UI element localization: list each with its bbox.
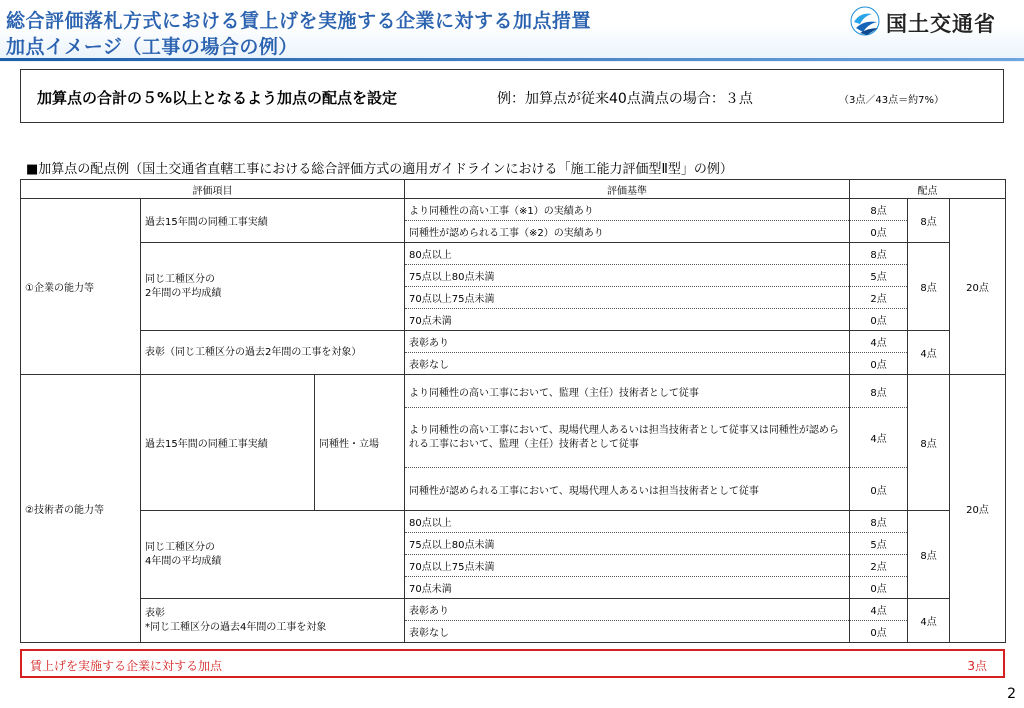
item-subtotal: 4点	[908, 599, 950, 643]
criteria-text: 70点以上75点未満	[405, 287, 850, 309]
criteria-points: 8点	[850, 243, 908, 265]
slide-title-line2: 加点イメージ（工事の場合の例）	[6, 36, 298, 58]
criteria-points: 4点	[850, 408, 908, 468]
criteria-points: 8点	[850, 375, 908, 408]
criteria-points: 5点	[850, 265, 908, 287]
item-label: 同じ工種区分の 2年間の平均成績	[141, 243, 405, 331]
criteria-points: 8点	[850, 511, 908, 533]
mlit-logo-text: 国土交通省	[886, 12, 996, 36]
criteria-text: 80点以上	[405, 243, 850, 265]
item-label: 表彰（同じ工種区分の過去2年間の工事を対象）	[141, 331, 405, 375]
summary-box	[20, 69, 1004, 123]
criteria-points: 8点	[850, 199, 908, 221]
category-total: 20点	[950, 199, 1006, 375]
criteria-text: 表彰あり	[405, 599, 850, 621]
scoring-table	[20, 179, 1006, 643]
criteria-text: 75点以上80点未満	[405, 533, 850, 555]
criteria-points: 0点	[850, 309, 908, 331]
wage-increase-bonus-label: 賃上げを実施する企業に対する加点	[30, 659, 223, 673]
item-sub-label: 同種性・立場	[315, 375, 405, 511]
item-label: 同じ工種区分の 4年間の平均成績	[141, 511, 405, 599]
table-row	[21, 375, 1006, 408]
mlit-logo-icon	[850, 6, 880, 36]
criteria-text: より同種性の高い工事において、監理（主任）技術者として従事	[405, 375, 850, 408]
criteria-points: 0点	[850, 353, 908, 375]
criteria-text: より同種性の高い工事において、現場代理人あるいは担当技術者として従事又は同種性が認められる工事において、監理（主任）技術者として従事	[405, 408, 850, 468]
wage-increase-bonus-box	[20, 649, 1005, 678]
criteria-text: 表彰なし	[405, 621, 850, 643]
header-divider	[0, 58, 1024, 61]
summary-main-text: 加算点の合計の５%以上となるよう加点の配点を設定	[37, 89, 398, 107]
table-row	[21, 199, 1006, 221]
criteria-text: 表彰あり	[405, 331, 850, 353]
criteria-text: 70点未満	[405, 577, 850, 599]
summary-example-text: 例：加算点が従来40点満点の場合：３点	[497, 91, 753, 107]
item-label: 過去15年間の同種工事実績	[141, 199, 405, 243]
criteria-text: 70点以上75点未満	[405, 555, 850, 577]
criteria-text: より同種性の高い工事（※1）の実績あり	[405, 199, 850, 221]
criteria-text: 同種性が認められる工事（※2）の実績あり	[405, 221, 850, 243]
header-item: 評価項目	[21, 180, 405, 199]
criteria-points: 0点	[850, 621, 908, 643]
table-caption: ■加算点の配点例（国土交通省直轄工事における総合評価方式の適用ガイドラインにおける「施工能力評価型Ⅱ型」の例）	[26, 162, 733, 177]
category-label: ②技術者の能力等	[21, 375, 141, 643]
criteria-points: 0点	[850, 468, 908, 511]
criteria-points: 0点	[850, 221, 908, 243]
table-row	[21, 511, 1006, 533]
criteria-text: 表彰なし	[405, 353, 850, 375]
criteria-text: 75点以上80点未満	[405, 265, 850, 287]
table-header-row	[21, 180, 1006, 199]
criteria-text: 70点未満	[405, 309, 850, 331]
criteria-points: 2点	[850, 555, 908, 577]
category-label: ①企業の能力等	[21, 199, 141, 375]
criteria-text: 80点以上	[405, 511, 850, 533]
table-row	[21, 243, 1006, 265]
slide-header	[0, 0, 1024, 62]
table-row	[21, 331, 1006, 353]
item-label: 過去15年間の同種工事実績	[141, 375, 315, 511]
criteria-points: 0点	[850, 577, 908, 599]
item-subtotal: 4点	[908, 331, 950, 375]
criteria-points: 4点	[850, 331, 908, 353]
page-number: 2	[1007, 686, 1016, 702]
header-criteria: 評価基準	[405, 180, 850, 199]
criteria-text: 同種性が認められる工事において、現場代理人あるいは担当技術者として従事	[405, 468, 850, 511]
item-subtotal: 8点	[908, 243, 950, 331]
criteria-points: 5点	[850, 533, 908, 555]
wage-increase-bonus-points: 3点	[967, 659, 987, 673]
criteria-points: 4点	[850, 599, 908, 621]
table-row	[21, 599, 1006, 621]
criteria-points: 2点	[850, 287, 908, 309]
slide-title-line1: 総合評価落札方式における賃上げを実施する企業に対する加点措置	[6, 10, 592, 32]
item-subtotal: 8点	[908, 511, 950, 599]
mlit-logo	[848, 4, 1024, 38]
summary-note-text: （3点／43点＝約7%）	[839, 95, 944, 106]
item-subtotal: 8点	[908, 375, 950, 511]
item-subtotal: 8点	[908, 199, 950, 243]
category-total: 20点	[950, 375, 1006, 643]
header-points: 配点	[850, 180, 1006, 199]
item-label: 表彰 *同じ工種区分の過去4年間の工事を対象	[141, 599, 405, 643]
